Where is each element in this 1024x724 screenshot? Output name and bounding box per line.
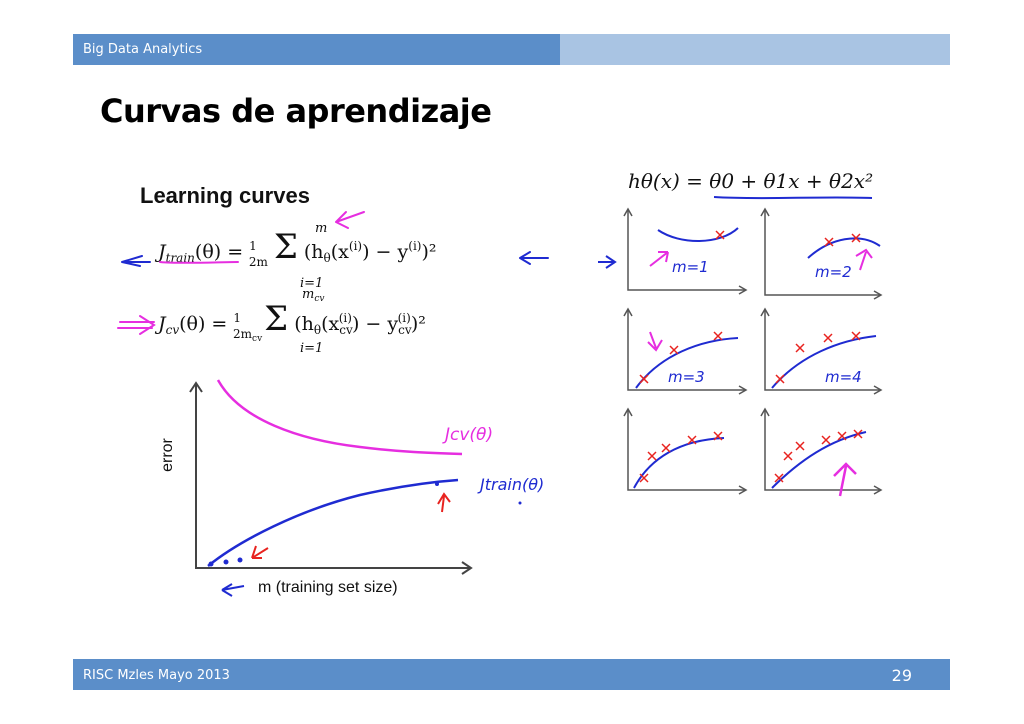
slide-title: Curvas de aprendizaje (100, 92, 492, 130)
j-cv-formula: $J_{cv}(\theta) = ^1$ 2mcvΣ $(h_\theta(x_{cv}(i)) - y_{cv}(i))^2$ (158, 299, 426, 344)
hypothesis-formula: hθ(x) = θ0 + θ1x + θ2x² (628, 169, 874, 193)
panel-m1-label: m=1 (672, 258, 709, 276)
svg-text:i=1: i=1 (300, 276, 324, 291)
panel-m4 (761, 309, 881, 394)
jcv-label: Jcv(θ) (445, 425, 494, 445)
panel-m1 (598, 209, 746, 294)
panel-m5 (624, 409, 746, 494)
learning-curve-plot (159, 380, 544, 596)
jtrain-label: Jtrain(θ) (480, 475, 545, 494)
panel-m6 (761, 409, 881, 496)
x-axis-label: m (training set size) (258, 579, 398, 596)
svg-text:mcv: $m_{cv}$ (302, 287, 325, 304)
footer-bar (73, 659, 950, 690)
panel-m2 (761, 209, 881, 299)
course-title: Big Data Analytics (83, 42, 203, 57)
page-number: 29 (891, 666, 912, 685)
jtrain-curve (208, 480, 458, 566)
j-train-formula: $J_{train}(\theta) = ^1$ 2m Σ $(h_\theta(x^{(i)}) - y^{(i)})^2$ (158, 227, 437, 269)
panel-m4-label: m=4 (825, 368, 862, 386)
svg-text:i=1: i=1 (300, 341, 324, 356)
figure-heading: Learning curves (140, 183, 310, 208)
panel-m3-label: m=3 (668, 368, 705, 386)
panel-m2-label: m=2 (815, 263, 852, 281)
y-axis-label: error (159, 438, 176, 472)
svg-text:m: m (315, 221, 328, 236)
footer-text: RISC Mzles Mayo 2013 (83, 668, 230, 683)
jcv-curve (218, 380, 462, 454)
